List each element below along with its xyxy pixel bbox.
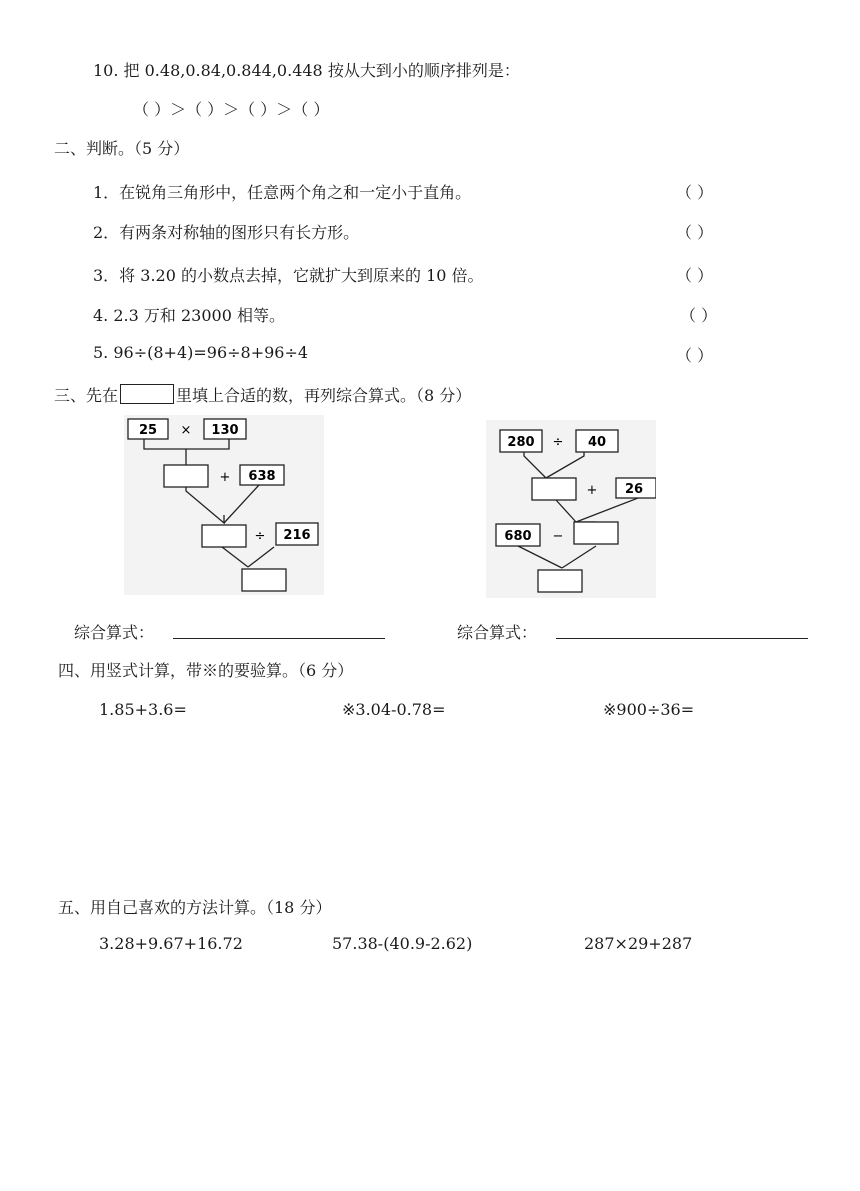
right-op-plus: + bbox=[586, 483, 598, 498]
left-answer-box-3[interactable] bbox=[242, 569, 286, 591]
simplify-calc-1: 3.28+9.67+16.72 bbox=[99, 934, 243, 953]
right-num-680: 680 bbox=[504, 529, 532, 544]
section-3-title-before: 三、先在 bbox=[54, 386, 119, 405]
judge-answer-2[interactable]: （ ） bbox=[676, 223, 714, 242]
section-3-title bbox=[54, 383, 471, 406]
simplify-calc-3: 287×29+287 bbox=[584, 934, 693, 953]
left-num-216: 216 bbox=[283, 528, 311, 543]
vertical-calc-1: 1.85+3.6= bbox=[99, 700, 187, 719]
left-calculation-tree bbox=[124, 415, 324, 595]
question-10-blanks[interactable]: （ ）＞（ ）＞（ ）＞（ ） bbox=[133, 100, 330, 119]
right-num-280: 280 bbox=[507, 435, 535, 450]
judge-item-4: 4. 2.3 万和 23000 相等。 bbox=[93, 306, 285, 325]
right-tree-diagram bbox=[486, 420, 656, 598]
right-num-40: 40 bbox=[587, 435, 607, 450]
vertical-calc-2: ※3.04-0.78= bbox=[342, 700, 446, 719]
formula-label-right: 综合算式： bbox=[457, 623, 538, 642]
section-2-title: 二、判断。（5 分） bbox=[54, 139, 190, 158]
left-op-multiply: × bbox=[180, 423, 192, 438]
right-answer-box-2[interactable] bbox=[574, 522, 618, 544]
right-op-minus: − bbox=[552, 529, 564, 544]
right-num-26: 26 bbox=[624, 482, 644, 497]
left-num-130: 130 bbox=[211, 423, 239, 438]
left-tree-diagram bbox=[124, 415, 324, 595]
left-op-plus: + bbox=[219, 470, 231, 485]
right-answer-box-3[interactable] bbox=[538, 570, 582, 592]
judge-answer-3[interactable]: （ ） bbox=[676, 266, 714, 285]
formula-answer-left[interactable] bbox=[173, 638, 385, 639]
left-op-divide: ÷ bbox=[254, 529, 266, 544]
right-tree-connectors bbox=[518, 452, 638, 568]
left-answer-box-2[interactable] bbox=[202, 525, 246, 547]
formula-answer-right[interactable] bbox=[556, 638, 808, 639]
judge-item-1: 1．在锐角三角形中，任意两个角之和一定小于直角。 bbox=[93, 183, 472, 202]
judge-item-5: 5. 96÷(8+4)=96÷8+96÷4 bbox=[93, 343, 309, 362]
blank-box-icon bbox=[120, 384, 174, 404]
left-answer-box-1[interactable] bbox=[164, 465, 208, 487]
left-tree-connectors bbox=[144, 439, 274, 567]
judge-item-2: 2．有两条对称轴的图形只有长方形。 bbox=[93, 223, 360, 242]
judge-answer-4[interactable]: （ ） bbox=[680, 306, 718, 325]
judge-answer-5[interactable]: （ ） bbox=[676, 346, 714, 365]
question-10-text: 10. 把 0.48,0.84,0.844,0.448 按从大到小的顺序排列是： bbox=[93, 61, 520, 80]
section-5-title: 五、用自己喜欢的方法计算。（18 分） bbox=[58, 898, 332, 917]
left-num-638: 638 bbox=[248, 469, 276, 484]
right-answer-box-1[interactable] bbox=[532, 478, 576, 500]
judge-answer-1[interactable]: （ ） bbox=[676, 183, 714, 202]
right-calculation-tree bbox=[486, 420, 656, 598]
formula-label-left: 综合算式： bbox=[74, 623, 155, 642]
simplify-calc-2: 57.38-(40.9-2.62) bbox=[332, 934, 473, 953]
right-op-divide: ÷ bbox=[552, 435, 564, 450]
judge-item-3: 3．将 3.20 的小数点去掉，它就扩大到原来的 10 倍。 bbox=[93, 266, 484, 285]
left-num-25: 25 bbox=[138, 423, 158, 438]
section-4-title: 四、用竖式计算，带※的要验算。（6 分） bbox=[58, 661, 354, 680]
vertical-calc-3: ※900÷36= bbox=[603, 700, 695, 719]
section-3-title-after: 里填上合适的数，再列综合算式。（8 分） bbox=[176, 386, 472, 405]
